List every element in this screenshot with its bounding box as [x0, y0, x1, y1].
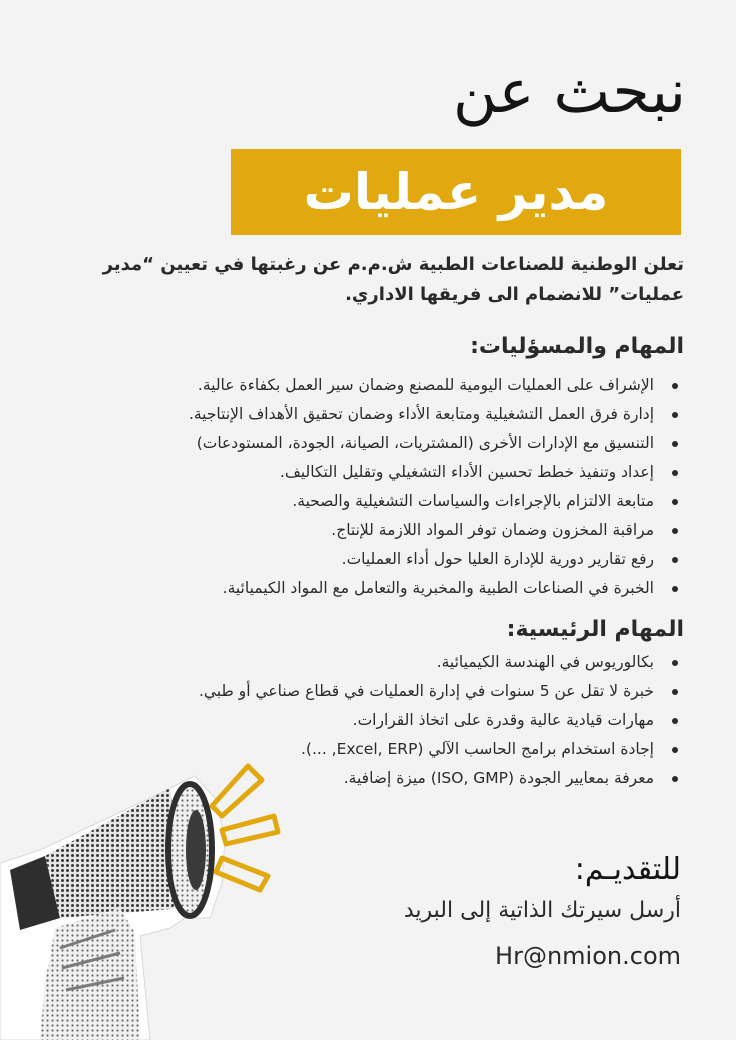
list-item: بكالوريوس في الهندسة الكيميائية.	[44, 648, 684, 677]
list-item: إعداد وتنفيذ خطط تحسين الأداء التشغيلي وتقليل التكاليف.	[44, 458, 684, 487]
email-link[interactable]: Hr@nmion.com	[495, 942, 681, 970]
responsibilities-list	[44, 371, 684, 603]
list-item: الخبرة في الصناعات الطبية والمخبرية والتعامل مع المواد الكيميائية.	[44, 574, 684, 603]
requirements-heading: المهام الرئيسية:	[506, 617, 684, 642]
list-item: التنسيق مع الإدارات الأخرى (المشتريات، الصيانة، الجودة، المستودعات)	[44, 429, 684, 458]
list-item: متابعة الالتزام بالإجراءات والسياسات التشغيلية والصحية.	[44, 487, 684, 516]
list-item: إجادة استخدام برامج الحاسب الآلي (Excel, ERP, ...).	[44, 735, 684, 764]
list-item: مهارات قيادية عالية وقدرة على اتخاذ القرارات.	[44, 706, 684, 735]
list-item: رفع تقارير دورية للإدارة العليا حول أداء العمليات.	[44, 545, 684, 574]
megaphone-icon	[0, 758, 300, 1040]
intro-paragraph: تعلن الوطنية للصناعات الطبية ش.م.م عن رغبتها في تعيين “مدير عمليات” للانضمام الى فريقها الاداري.	[102, 254, 684, 305]
headline: نبحث عن	[453, 57, 686, 127]
list-item: إدارة فرق العمل التشغيلية ومتابعة الأداء وضمان تحقيق الأهداف الإنتاجية.	[44, 400, 684, 429]
job-title-banner	[231, 149, 681, 235]
list-item: خبرة لا تقل عن 5 سنوات في إدارة العمليات في قطاع صناعي أو طبي.	[44, 677, 684, 706]
list-item: معرفة بمعايير الجودة (ISO, GMP) ميزة إضافية.	[44, 764, 684, 793]
responsibilities-heading: المهام والمسؤليات:	[470, 334, 684, 359]
list-item: مراقبة المخزون وضمان توفر المواد اللازمة للإنتاج.	[44, 516, 684, 545]
list-item: الإشراف على العمليات اليومية للمصنع وضمان سير العمل بكفاءة عالية.	[44, 371, 684, 400]
job-title: مدير عمليات	[303, 163, 609, 221]
apply-heading: للتقديـم:	[574, 852, 681, 887]
apply-instructions: أرسل سيرتك الذاتية إلى البريد	[403, 898, 681, 923]
